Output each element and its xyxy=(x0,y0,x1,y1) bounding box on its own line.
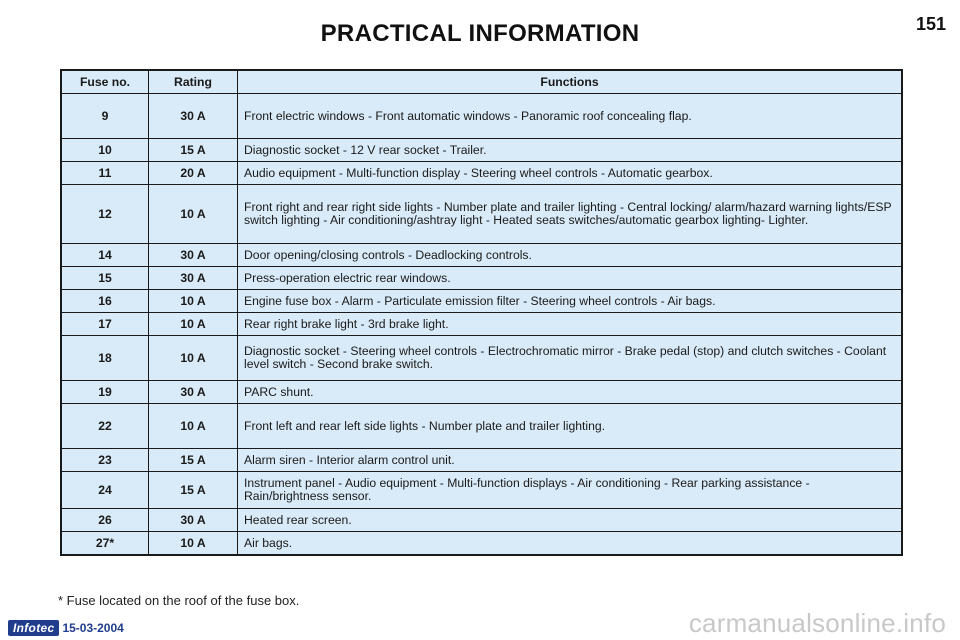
print-date: 15-03-2004 xyxy=(62,621,124,635)
fuse-rating: 15 A xyxy=(149,449,238,472)
fuse-functions: Front electric windows - Front automatic windows - Panoramic roof concealing flap. xyxy=(238,94,903,139)
page-title: PRACTICAL INFORMATION xyxy=(320,20,640,47)
column-header-rating: Rating xyxy=(149,70,238,94)
fuse-functions: Door opening/closing controls - Deadlocking controls. xyxy=(238,244,903,267)
fuse-rating: 10 A xyxy=(149,290,238,313)
table-row xyxy=(61,509,902,532)
fuse-functions: PARC shunt. xyxy=(238,381,903,404)
table-row xyxy=(61,449,902,472)
fuse-functions: Press-operation electric rear windows. xyxy=(238,267,903,290)
fuse-number: 9 xyxy=(61,94,149,139)
fuse-rating: 30 A xyxy=(149,244,238,267)
fuse-number: 24 xyxy=(61,472,149,509)
fuse-rating: 10 A xyxy=(149,336,238,381)
brand-logo: Infotec xyxy=(8,620,59,636)
fuse-number: 18 xyxy=(61,336,149,381)
fuse-functions: Air bags. xyxy=(238,532,903,556)
fuse-number: 10 xyxy=(61,139,149,162)
fuse-number: 27* xyxy=(61,532,149,556)
fuse-functions: Front right and rear right side lights - Number plate and trailer lighting - Central locking/ alarm/hazard warning lights/ESP switch lighting - Air conditioning/ashtray light - Heated seats switches/automatic gearbox lighting- Lighter. xyxy=(238,185,903,244)
table-row xyxy=(61,472,902,509)
table-row xyxy=(61,139,902,162)
fuse-number: 23 xyxy=(61,449,149,472)
fuse-number: 16 xyxy=(61,290,149,313)
fuse-table xyxy=(60,69,903,556)
fuse-rating: 15 A xyxy=(149,139,238,162)
table-row xyxy=(61,336,902,381)
fuse-rating: 30 A xyxy=(149,267,238,290)
fuse-functions: Alarm siren - Interior alarm control unit. xyxy=(238,449,903,472)
fuse-rating: 20 A xyxy=(149,162,238,185)
brand-footer xyxy=(8,620,124,636)
table-row xyxy=(61,290,902,313)
watermark: carmanualsonline.info xyxy=(688,608,946,638)
table-row xyxy=(61,94,902,139)
fuse-functions: Diagnostic socket - 12 V rear socket - Trailer. xyxy=(238,139,903,162)
fuse-functions: Heated rear screen. xyxy=(238,509,903,532)
column-header-fuse-no: Fuse no. xyxy=(61,70,149,94)
fuse-number: 15 xyxy=(61,267,149,290)
fuse-functions: Front left and rear left side lights - Number plate and trailer lighting. xyxy=(238,404,903,449)
page-number: 151 xyxy=(915,14,946,34)
table-row xyxy=(61,381,902,404)
fuse-number: 11 xyxy=(61,162,149,185)
fuse-functions: Instrument panel - Audio equipment - Multi-function displays - Air conditioning - Rear parking assistance - Rain/brightness sensor. xyxy=(238,472,903,509)
table-row xyxy=(61,162,902,185)
table-row xyxy=(61,267,902,290)
fuse-rating: 10 A xyxy=(149,313,238,336)
table-header-row xyxy=(61,70,902,94)
fuse-rating: 10 A xyxy=(149,532,238,556)
table-row xyxy=(61,185,902,244)
fuse-functions: Rear right brake light - 3rd brake light. xyxy=(238,313,903,336)
fuse-rating: 10 A xyxy=(149,404,238,449)
fuse-number: 26 xyxy=(61,509,149,532)
fuse-number: 17 xyxy=(61,313,149,336)
footnote: * Fuse located on the roof of the fuse box. xyxy=(58,593,300,608)
fuse-functions: Engine fuse box - Alarm - Particulate emission filter - Steering wheel controls - Air bags. xyxy=(238,290,903,313)
table-row xyxy=(61,244,902,267)
table-row xyxy=(61,313,902,336)
column-header-functions: Functions xyxy=(238,70,903,94)
fuse-functions: Diagnostic socket - Steering wheel controls - Electrochromatic mirror - Brake pedal (stop) and clutch switches - Coolant level switch - Second brake switch. xyxy=(238,336,903,381)
fuse-rating: 15 A xyxy=(149,472,238,509)
table-row xyxy=(61,404,902,449)
table-row xyxy=(61,532,902,556)
fuse-rating: 30 A xyxy=(149,94,238,139)
fuse-number: 14 xyxy=(61,244,149,267)
fuse-rating: 10 A xyxy=(149,185,238,244)
fuse-number: 22 xyxy=(61,404,149,449)
fuse-number: 19 xyxy=(61,381,149,404)
fuse-rating: 30 A xyxy=(149,509,238,532)
fuse-number: 12 xyxy=(61,185,149,244)
fuse-functions: Audio equipment - Multi-function display - Steering wheel controls - Automatic gearbox. xyxy=(238,162,903,185)
fuse-rating: 30 A xyxy=(149,381,238,404)
